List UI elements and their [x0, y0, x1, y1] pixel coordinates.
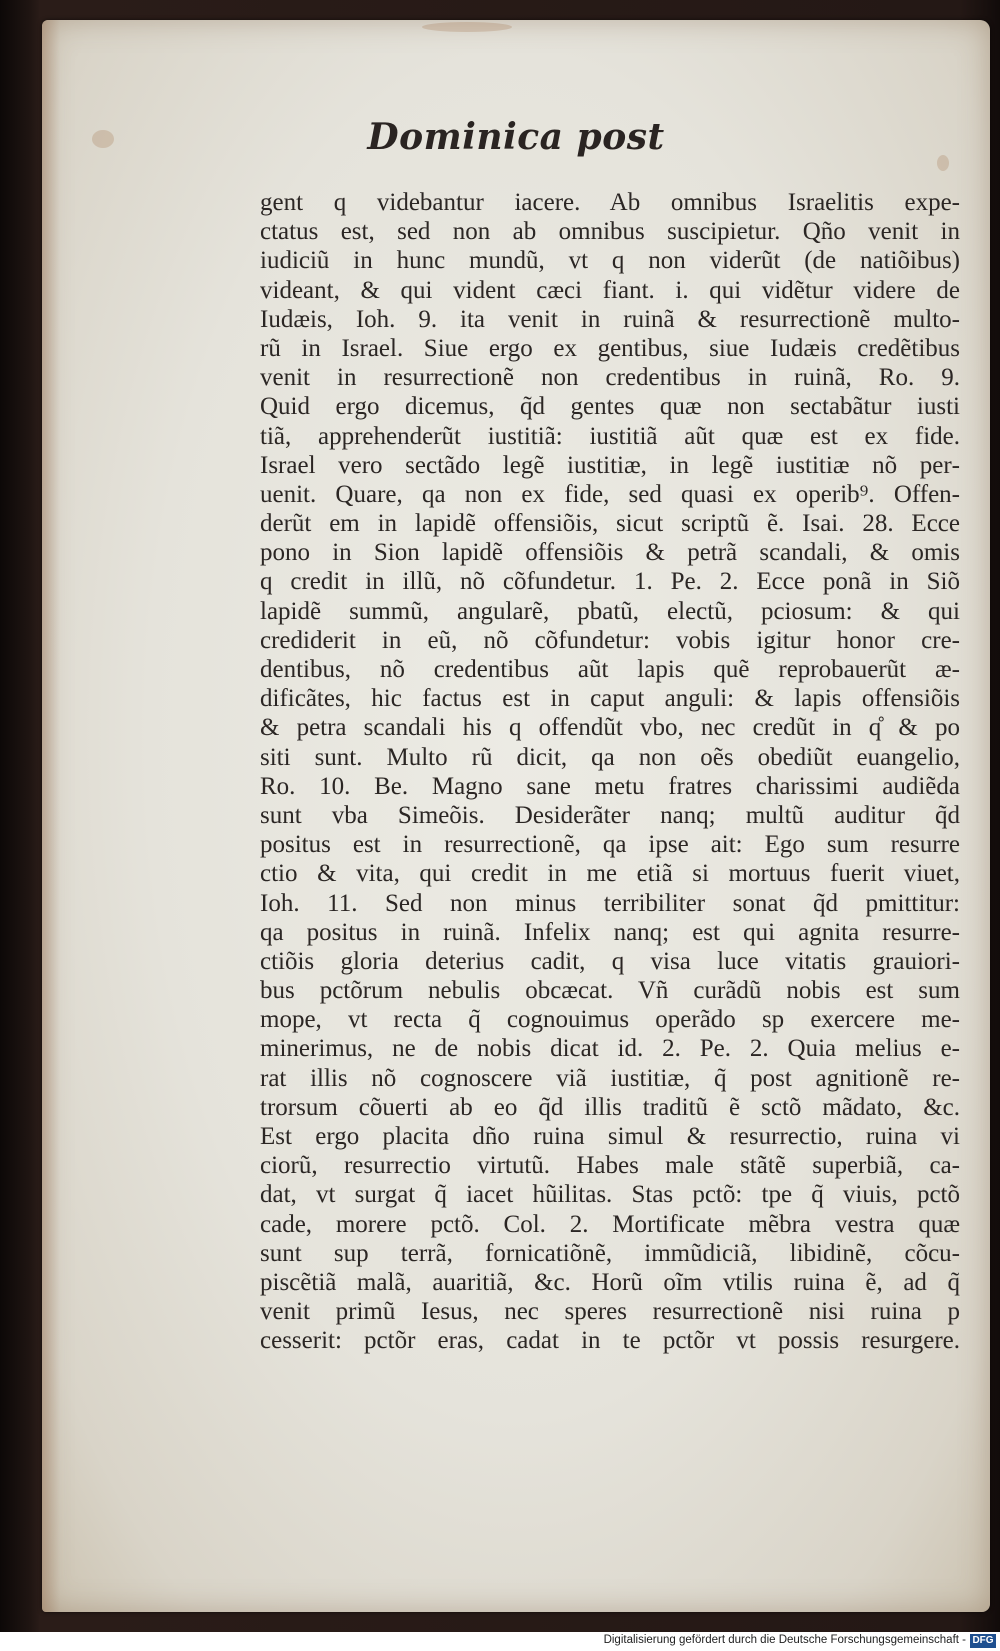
text-line: venit primũ Iesus, nec speres resurrectionẽ nisi ruina p: [260, 1298, 960, 1326]
text-line: uenit. Quare, qa non ex fide, sed quasi ex operib⁹. Offen‑: [260, 480, 960, 508]
text-line: trorsum cõuerti ab eo q̃d illis traditũ ẽ sctõ mãdato, &c.: [260, 1093, 960, 1121]
text-line: Est ergo placita dño ruina simul & resurrectio, ruina vi: [260, 1123, 960, 1150]
text-line: ctiõis gloria deterius cadit, q visa luce vitatis grauiori‑: [260, 947, 960, 975]
text-line: crediderit in eũ, nõ cõfundetur: vobis igitur honor cre‑: [260, 626, 960, 654]
text-line: lapidẽ summũ, angularẽ, pbatũ, electũ, pciosum: & qui: [260, 597, 960, 625]
text-line: cade, morere pctõ. Col. 2. Mortificate mẽbra vestra quæ: [260, 1210, 960, 1238]
text-line: tiã, apprehenderũt iustitiã: iustitiã aũt quæ est ex fide.: [260, 422, 960, 450]
text-line: iudiciũ in hunc mundũ, vt q non viderũt (de natiõibus): [260, 247, 960, 275]
text-line: dat, vt surgat q̃ iacet hũilitas. Stas pctõ: tpe q̃ viuis, pctõ: [260, 1181, 960, 1209]
text-line: derũt em in lapidẽ offensiõis, sicut scriptũ ẽ. Isai. 28. Ecce: [260, 510, 960, 538]
text-line: sunt sup terrã, fornicatiõnẽ, immũdiciã, libidinẽ, cõcu‑: [260, 1239, 960, 1267]
text-line: Israel vero sectãdo legẽ iustitiæ, in legẽ iustitiæ nõ per‑: [260, 451, 960, 479]
digitization-footer: [0, 1632, 1000, 1651]
text-line: rũ in Israel. Siue ergo ex gentibus, siue Iudæis credẽtibus: [260, 334, 960, 362]
text-line: ctio & vita, qui credit in me etiã si mortuus fuerit viuet,: [260, 860, 960, 888]
text-line: qa positus in ruinã. Infelix nanq; est qui agnita resurre‑: [260, 918, 960, 946]
text-line: sunt vba Simeõis. Desiderãter nanq; multũ auditur q̃d: [260, 801, 960, 829]
text-line: positus est in resurrectionẽ, qa ipse ait: Ego sum resurre: [260, 831, 960, 859]
text-line: q credit in illũ, nõ cõfundetur. 1. Pe. 2. Ecce ponã in Siõ: [260, 568, 960, 596]
text-line: siti sunt. Multo rũ dicit, qa non oẽs obediũt euangelio,: [260, 743, 960, 771]
text-line: dificãtes, hic factus est in caput anguli: & lapis offensiõis: [260, 685, 960, 713]
text-line: rat illis nõ cognoscere viã iustitiæ, q̃ post agnitionẽ re‑: [260, 1064, 960, 1092]
running-head: Dominica post: [367, 116, 665, 158]
footer-credit: Digitalisierung gefördert durch die Deutsche Forschungsgemeinschaft -: [603, 1634, 966, 1646]
text-line: Ioh. 11. Sed non minus terribiliter sonat q̃d pmittitur:: [260, 889, 960, 917]
text-line: bus pctõrum nebulis obcæcat. Vñ curãdũ nobis est sum: [260, 977, 960, 1005]
text-line: dentibus, nõ credentibus aũt lapis quẽ reprobauerũt æ‑: [260, 656, 960, 683]
text-line: Ro. 10. Be. Magno sane metu fratres charissimi audiẽda: [260, 772, 960, 800]
book-page: [42, 20, 990, 1612]
text-line: pono in Sion lapidẽ offensiõis & petrã scandali, & omis: [260, 539, 960, 567]
text-line: minerimus, ne de nobis dicat id. 2. Pe. 2. Quia melius e‑: [260, 1035, 960, 1063]
text-block: [260, 188, 960, 1356]
dfg-logo: DFG: [970, 1634, 996, 1648]
text-line: Quid ergo dicemus, q̃d gentes quæ non sectabãtur iusti: [260, 393, 960, 421]
text-line: ciorũ, resurrectio virtutũ. Habes male stãtẽ superbiã, ca‑: [260, 1152, 960, 1180]
text-line: cesserit: pctõr eras, cadat in te pctõr vt possis resurgere.: [260, 1327, 960, 1355]
text-line: piscẽtiã malã, auaritiã, &c. Horũ oĩm vtilis ruina ẽ, ad q̃: [260, 1268, 960, 1296]
text-line: gent q videbantur iacere. Ab omnibus Israelitis expe‑: [260, 189, 960, 216]
paper-stain: [422, 22, 512, 32]
text-line: & petra scandali his q offendũt vbo, nec credũt in q̊ & po: [260, 714, 960, 742]
text-line: venit in resurrectionẽ non credentibus in ruinã, Ro. 9.: [260, 364, 960, 392]
text-line: mope, vt recta q̃ cognouimus operãdo sp exercere me‑: [260, 1006, 960, 1034]
text-line: Iudæis, Ioh. 9. ita venit in ruinã & resurrectionẽ multo‑: [260, 305, 960, 333]
text-line: ctatus est, sed non ab omnibus suscipietur. Qño venit in: [260, 218, 960, 246]
text-line: videant, & qui vident cæci fiant. i. qui vidẽtur videre de: [260, 276, 960, 304]
